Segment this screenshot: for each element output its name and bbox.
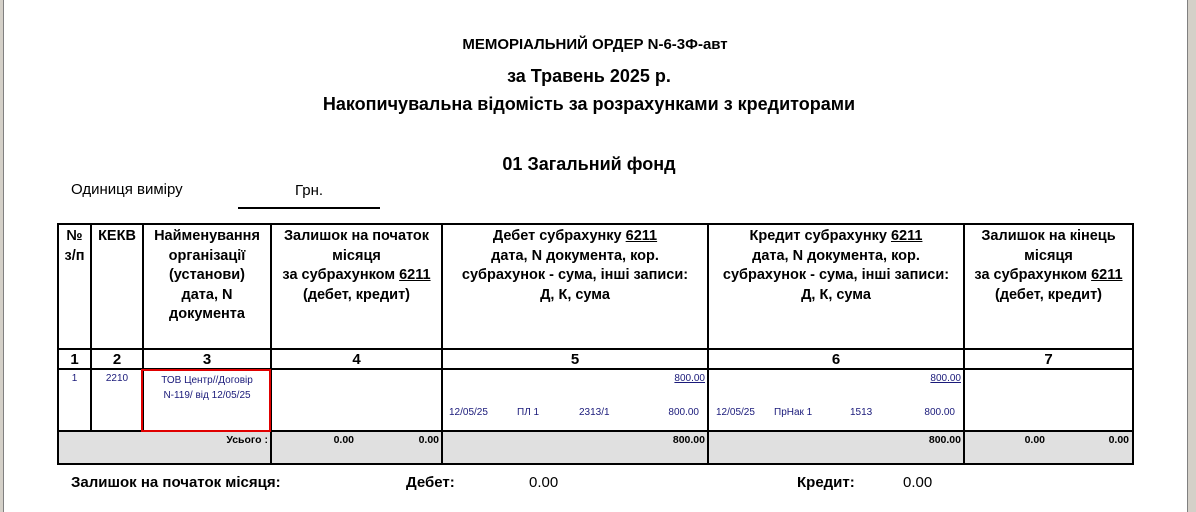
col-number-4: 4 [352, 351, 361, 368]
credit-entry-date: 12/05/25 [716, 407, 755, 418]
totals-label: Усього : [226, 434, 268, 446]
totals-debit: 800.00 [672, 434, 705, 446]
col-header-no: № з/п [64, 228, 85, 264]
footer-credit-label: Кредит: [797, 474, 855, 491]
credit-entry-doc: ПрНак 1 [774, 407, 813, 418]
totals-end-debit: 0.00 [1024, 434, 1045, 446]
unit-label: Одиниця виміру [71, 181, 183, 198]
col-header-kekv: КЕКВ [98, 228, 136, 244]
fund-title: 01 Загальний фонд [502, 154, 676, 174]
col-number-2: 2 [112, 351, 122, 368]
row-debit-total: 800.00 [674, 373, 705, 384]
totals-credit: 800.00 [928, 434, 961, 446]
row-credit-total: 800.00 [930, 373, 961, 384]
col-header-debit: Дебет субрахунку 6211 дата, N документа, кор. субрахунок - сума, інші записи: Д, К, сума [461, 228, 689, 303]
col-header-credit: Кредит субрахунку 6211 дата, N документа, кор. субрахунок - сума, інші записи: Д, К, сума [722, 228, 950, 303]
footer-debit-value: 0.00 [529, 474, 559, 491]
totals-start-credit: 0.00 [418, 434, 439, 446]
col-number-6: 6 [831, 351, 841, 368]
totals-end-credit: 0.00 [1108, 434, 1129, 446]
row-no: 1 [71, 373, 78, 384]
debit-entry-sum: 800.00 [668, 407, 699, 418]
footer-start-balance-label: Залишок на початок місяця: [71, 474, 281, 491]
col-number-5: 5 [570, 351, 580, 368]
credit-entry-sum: 800.00 [924, 407, 955, 418]
col-header-start-balance: Залишок на початок місяця за субрахунком 6211 (дебет, кредит) [282, 228, 431, 303]
col-number-1: 1 [70, 351, 79, 368]
footer-credit-value: 0.00 [903, 474, 933, 491]
ledger-table [57, 223, 1134, 465]
totals-start-debit: 0.00 [333, 434, 354, 446]
debit-entry-date: 12/05/25 [449, 407, 488, 418]
debit-entry-doc: ПЛ 1 [517, 407, 540, 418]
footer-debit-label: Дебет: [406, 474, 455, 491]
debit-entry-account: 2313/1 [579, 407, 610, 418]
credit-entry-account: 1513 [850, 407, 873, 418]
col-header-end-balance: Залишок на кінець місяця за субрахунком 6211 (дебет, кредит) [974, 228, 1123, 303]
row-kekv: 2210 [105, 373, 129, 384]
period-title: за Травень 2025 р. [507, 66, 671, 86]
selection-highlight [141, 369, 271, 432]
statement-title: Накопичувальна відомість за розрахунками з кредиторами [322, 94, 856, 114]
col-number-3: 3 [202, 351, 212, 368]
col-header-organization: Найменування організації (установи) дата, N документа [154, 228, 260, 322]
window-scrollbar-right[interactable] [1187, 0, 1196, 512]
row-organization[interactable]: ТОВ Центр//Договір N-119/ від 12/05/25 [161, 375, 253, 401]
col-number-7: 7 [1044, 351, 1053, 368]
order-title: МЕМОРІАЛЬНИЙ ОРДЕР N-6-3Ф-авт [462, 36, 728, 53]
unit-value: Грн. [238, 181, 380, 209]
